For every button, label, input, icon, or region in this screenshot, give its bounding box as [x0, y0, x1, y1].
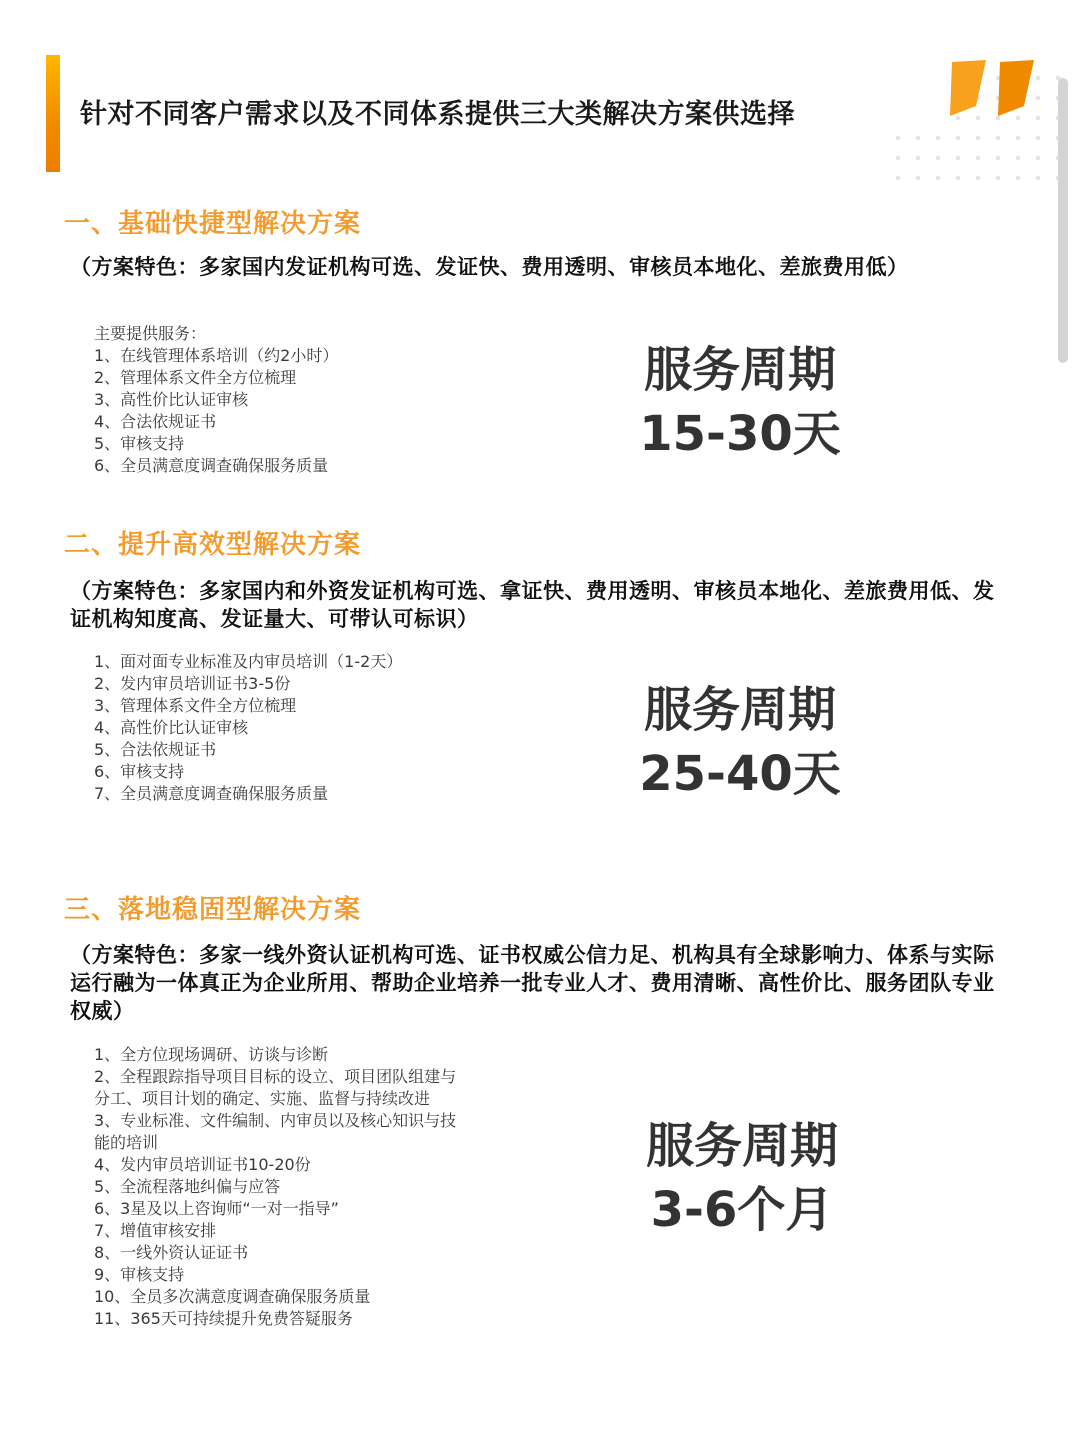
list-item: 1、在线管理体系培训（约2小时） [94, 346, 339, 365]
section-1-heading: 一、基础快捷型解决方案 [64, 209, 362, 239]
cycle-value: 3-6个月 [650, 1182, 834, 1238]
list-item: 4、高性价比认证审核 [94, 718, 249, 737]
list-item: 能的培训 [94, 1133, 159, 1152]
section-1-features: （方案特色：多家国内发证机构可选、发证快、费用透明、审核员本地化、差旅费用低） [70, 255, 909, 279]
list-item: 分工、项目计划的确定、实施、监督与持续改进 [94, 1089, 431, 1108]
scrollbar[interactable] [1058, 78, 1068, 363]
page-title: 针对不同客户需求以及不同体系提供三大类解决方案供选择 [80, 99, 795, 130]
list-item: 4、发内审员培训证书10-20份 [94, 1155, 311, 1174]
list-item: 10、全员多次满意度调查确保服务质量 [94, 1287, 371, 1306]
section-2-features: （方案特色：多家国内和外资发证机构可选、拿证快、费用透明、审核员本地化、差旅费用低、发证机构知度高、发证量大、可带认可标识） [70, 579, 995, 631]
list-item: 1、面对面专业标准及内审员培训（1-2天） [94, 652, 403, 671]
list-item: 6、全员满意度调查确保服务质量 [94, 456, 329, 475]
title-accent-bar [46, 55, 60, 172]
cycle-label: 服务周期 [643, 682, 836, 738]
section-3-features: （方案特色：多家一线外资认证机构可选、证书权威公信力足、机构具有全球影响力、体系与实际运行融为一体真正为企业所用、帮助企业培养一批专业人才、费用清晰、高性价比、服务团队专业权威） [70, 943, 995, 1023]
list-item: 9、审核支持 [94, 1265, 185, 1284]
section-3-heading: 三、落地稳固型解决方案 [64, 895, 362, 925]
list-item: 2、全程跟踪指导项目目标的设立、项目团队组建与 [94, 1067, 457, 1086]
section-1-service-list [94, 323, 338, 477]
section-2-service-cycle [590, 678, 890, 806]
cycle-label: 服务周期 [643, 342, 836, 398]
list-item: 1、全方位现场调研、访谈与诊断 [94, 1045, 329, 1064]
section-2-heading: 二、提升高效型解决方案 [64, 530, 362, 560]
list-item: 3、高性价比认证审核 [94, 390, 249, 409]
section-1-service-cycle [590, 338, 890, 466]
list-item: 6、审核支持 [94, 762, 185, 781]
list-item: 5、全流程落地纠偏与应答 [94, 1177, 281, 1196]
list-item: 5、审核支持 [94, 434, 185, 453]
quote-mark-icon [950, 58, 1040, 118]
list-item: 2、管理体系文件全方位梳理 [94, 368, 297, 387]
list-item: 7、全员满意度调查确保服务质量 [94, 784, 329, 803]
cycle-value: 25-40天 [639, 746, 841, 802]
section-3-service-cycle [592, 1114, 892, 1242]
list-item: 8、一线外资认证证书 [94, 1243, 249, 1262]
list-intro: 主要提供服务： [94, 324, 207, 343]
cycle-value: 15-30天 [639, 406, 841, 462]
cycle-label: 服务周期 [645, 1118, 838, 1174]
list-item: 11、365天可持续提升免费答疑服务 [94, 1309, 353, 1328]
section-2-service-list [94, 651, 402, 805]
list-item: 4、合法依规证书 [94, 412, 217, 431]
list-item: 6、3星及以上咨询师“一对一指导” [94, 1199, 339, 1218]
section-3-service-list [94, 1044, 456, 1330]
list-item: 3、管理体系文件全方位梳理 [94, 696, 297, 715]
list-item: 3、专业标准、文件编制、内审员以及核心知识与技 [94, 1111, 457, 1130]
list-item: 5、合法依规证书 [94, 740, 217, 759]
list-item: 7、增值审核安排 [94, 1221, 217, 1240]
list-item: 2、发内审员培训证书3-5份 [94, 674, 291, 693]
